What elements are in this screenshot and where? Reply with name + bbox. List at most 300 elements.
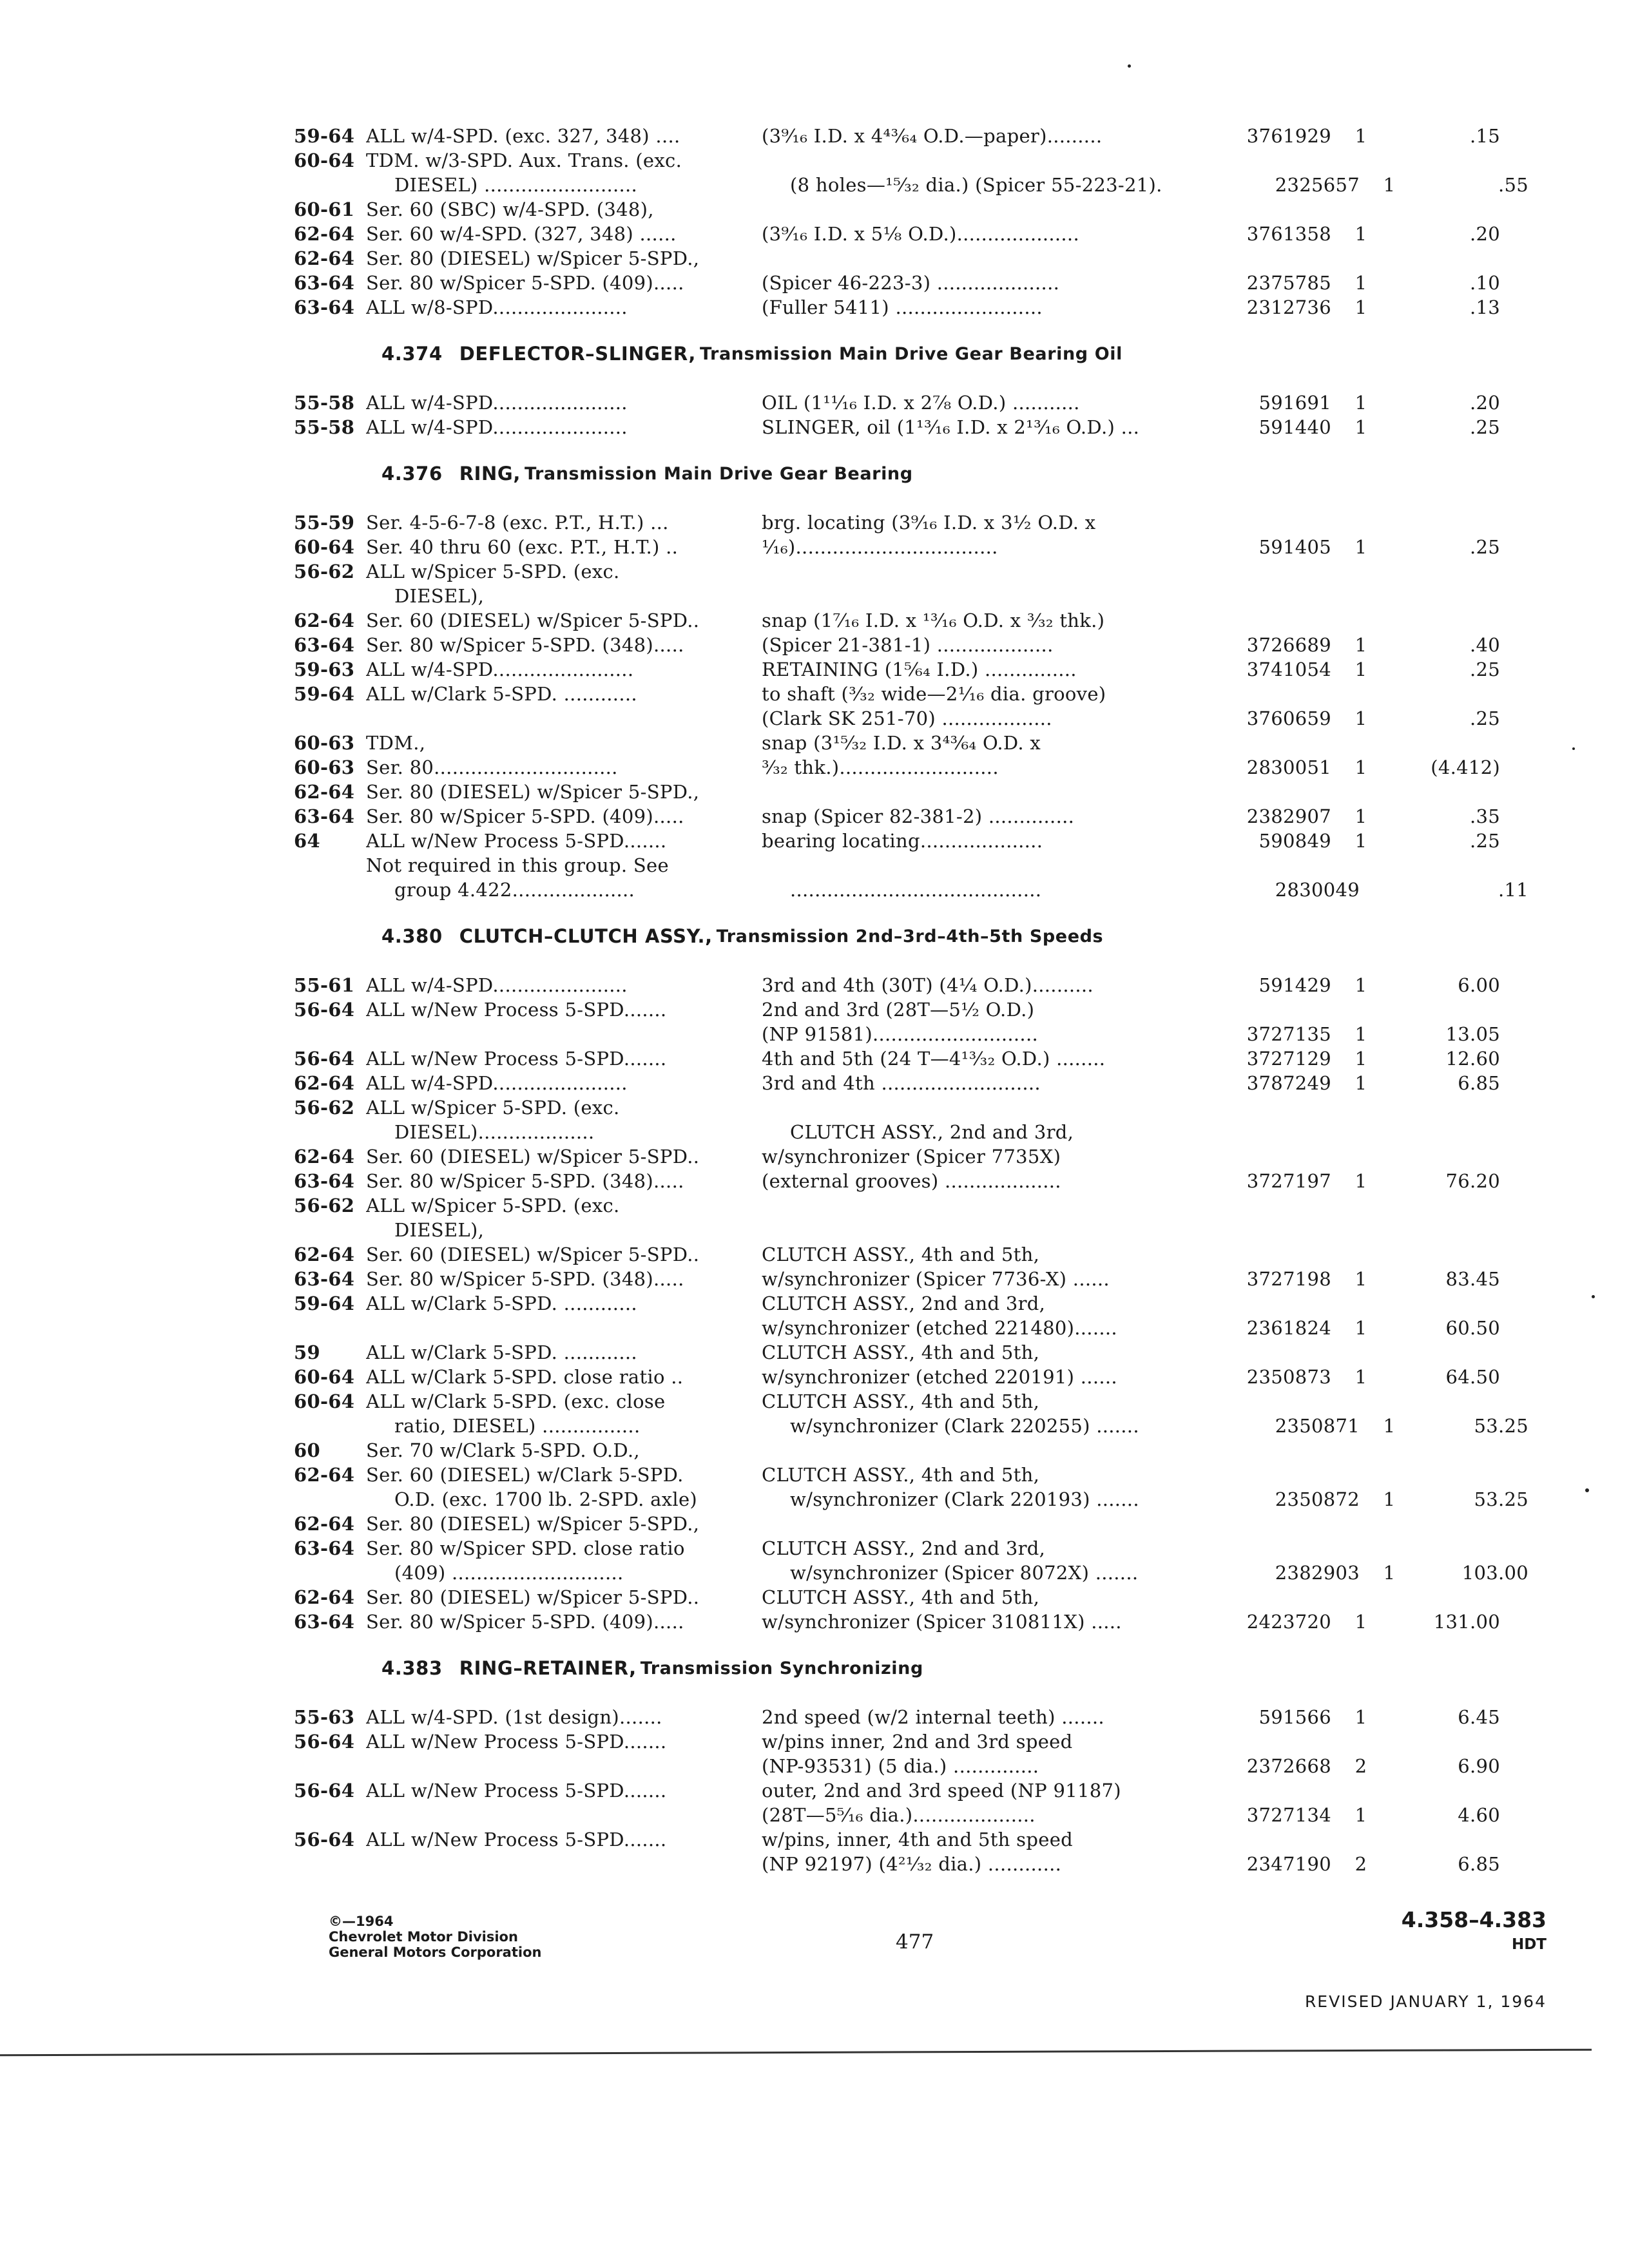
model-year: 59-64 bbox=[294, 683, 355, 705]
description: 2nd speed (w/2 internal teeth) ....... bbox=[762, 1706, 1104, 1728]
application: Ser. 80 w/Spicer 5-SPD. (348)..... bbox=[366, 634, 684, 656]
table-row bbox=[294, 1535, 1557, 1559]
description: CLUTCH ASSY., 4th and 5th, bbox=[762, 1244, 1040, 1265]
application: Ser. 80 (DIESEL) w/Spicer 5-SPD., bbox=[366, 1513, 700, 1535]
table-row bbox=[294, 1168, 1557, 1192]
table-row bbox=[294, 509, 1557, 533]
model-year: 63-64 bbox=[294, 1537, 355, 1559]
model-year: 60-61 bbox=[294, 198, 355, 220]
description: CLUTCH ASSY., 4th and 5th, bbox=[762, 1464, 1040, 1486]
description: w/pins inner, 2nd and 3rd speed bbox=[762, 1731, 1073, 1753]
part-number: 591691 bbox=[1258, 392, 1331, 414]
model-year: 62-64 bbox=[294, 1244, 355, 1265]
section-heading bbox=[294, 318, 1557, 389]
description: 4th and 5th (24 T—4¹³⁄₃₂ O.D.) ........ bbox=[762, 1048, 1106, 1070]
description: ......................................... bbox=[790, 879, 1042, 901]
model-year: 59 bbox=[294, 1341, 320, 1363]
part-number: 3760659 bbox=[1246, 707, 1331, 729]
corporation-name: General Motors Corporation bbox=[329, 1945, 542, 1960]
application: ALL w/Clark 5-SPD. ............ bbox=[366, 683, 637, 705]
description: (NP 91581)........................... bbox=[762, 1023, 1038, 1045]
part-number: 3761358 bbox=[1246, 223, 1331, 245]
price: .10 bbox=[1469, 272, 1500, 294]
description: w/pins, inner, 4th and 5th speed bbox=[762, 1829, 1074, 1850]
group-number: 4.376 bbox=[381, 463, 443, 485]
application: group 4.422.................... bbox=[394, 879, 635, 901]
application: (409) ............................ bbox=[394, 1562, 624, 1584]
model-year: 56-62 bbox=[294, 1195, 355, 1216]
price: 13.05 bbox=[1445, 1023, 1500, 1045]
description: snap (3¹⁵⁄₃₂ I.D. x 3⁴³⁄₆₄ O.D. x bbox=[762, 732, 1041, 754]
model-year: 63-64 bbox=[294, 1611, 355, 1633]
application: ALL w/4-SPD....................... bbox=[366, 658, 634, 680]
table-row bbox=[294, 1363, 1557, 1388]
description: (28T—5⁵⁄₁₆ dia.).................... bbox=[762, 1804, 1036, 1826]
table-row bbox=[294, 1314, 1557, 1339]
application: Ser. 80 (DIESEL) w/Spicer 5-SPD.. bbox=[366, 1586, 700, 1608]
model-year: 64 bbox=[294, 830, 320, 852]
price: .20 bbox=[1469, 223, 1500, 245]
table-row bbox=[294, 269, 1557, 294]
description: w/synchronizer (Spicer 7736-X) ...... bbox=[762, 1268, 1110, 1290]
description: (Clark SK 251-70) .................. bbox=[762, 707, 1052, 729]
group-subtitle: Transmission 2nd–3rd–4th–5th Speeds bbox=[716, 926, 1104, 947]
division-name: Chevrolet Motor Division bbox=[329, 1929, 518, 1945]
model-year: 56-64 bbox=[294, 1731, 355, 1753]
table-row bbox=[294, 876, 1557, 901]
application: Ser. 80 w/Spicer 5-SPD. (409)..... bbox=[366, 805, 684, 827]
table-row bbox=[294, 1216, 1557, 1241]
description: w/synchronizer (etched 221480)....... bbox=[762, 1317, 1117, 1339]
table-row bbox=[294, 1119, 1557, 1143]
application: ALL w/New Process 5-SPD....... bbox=[366, 830, 667, 852]
description: (Fuller 5411) ........................ bbox=[762, 296, 1043, 318]
description: CLUTCH ASSY., 2nd and 3rd, bbox=[762, 1537, 1046, 1559]
group-range-block bbox=[1402, 1907, 1547, 1953]
application: ALL w/New Process 5-SPD....... bbox=[366, 1829, 667, 1850]
description: brg. locating (3⁹⁄₁₆ I.D. x 3¹⁄₂ O.D. x bbox=[762, 512, 1096, 533]
table-row bbox=[294, 1486, 1557, 1510]
model-year: 56-64 bbox=[294, 1048, 355, 1070]
model-year: 59-63 bbox=[294, 658, 355, 680]
price: 53.25 bbox=[1474, 1415, 1528, 1437]
catalog-code: HDT bbox=[1511, 1936, 1547, 1953]
group-title: RING, bbox=[459, 463, 521, 485]
table-row bbox=[294, 1559, 1557, 1584]
price: 6.90 bbox=[1458, 1755, 1500, 1777]
description: (external grooves) ................... bbox=[762, 1170, 1061, 1192]
model-year: 62-64 bbox=[294, 1513, 355, 1535]
quantity: 2 bbox=[1354, 1755, 1367, 1777]
description: 3rd and 4th .......................... bbox=[762, 1072, 1041, 1094]
application: Ser. 80 w/Spicer 5-SPD. (409)..... bbox=[366, 1611, 684, 1633]
table-row bbox=[294, 852, 1557, 876]
application: DIESEL), bbox=[394, 1219, 485, 1241]
price: .11 bbox=[1498, 879, 1528, 901]
description: ¹⁄₁₆)................................. bbox=[762, 536, 998, 558]
description: to shaft (³⁄₃₂ wide—2¹⁄₁₆ dia. groove) bbox=[762, 683, 1106, 705]
description: snap (Spicer 82-381-2) .............. bbox=[762, 805, 1075, 827]
model-year: 62-64 bbox=[294, 610, 355, 631]
quantity: 1 bbox=[1354, 658, 1367, 680]
application: ALL w/4-SPD. (1st design)....... bbox=[366, 1706, 662, 1728]
description: CLUTCH ASSY., 4th and 5th, bbox=[762, 1341, 1040, 1363]
group-title: DEFLECTOR–SLINGER, bbox=[459, 343, 696, 365]
part-number: 3727197 bbox=[1246, 1170, 1331, 1192]
description: w/synchronizer (Spicer 7735X) bbox=[762, 1146, 1061, 1168]
price: .40 bbox=[1469, 634, 1500, 656]
application: O.D. (exc. 1700 lb. 2-SPD. axle) bbox=[394, 1488, 698, 1510]
table-row bbox=[294, 1070, 1557, 1094]
quantity: 1 bbox=[1354, 1706, 1367, 1728]
table-row bbox=[294, 827, 1557, 852]
table-row bbox=[294, 754, 1557, 778]
quantity: 1 bbox=[1354, 974, 1367, 996]
part-number: 2423720 bbox=[1246, 1611, 1331, 1633]
price: .55 bbox=[1498, 174, 1528, 196]
description: (3⁹⁄₁₆ I.D. x 5¹⁄₈ O.D.).................... bbox=[762, 223, 1079, 245]
table-row bbox=[294, 972, 1557, 996]
application: ALL w/Clark 5-SPD. (exc. close bbox=[366, 1390, 666, 1412]
model-year: 63-64 bbox=[294, 634, 355, 656]
publisher-credit bbox=[329, 1914, 541, 1960]
model-year: 56-64 bbox=[294, 1780, 355, 1802]
quantity: 1 bbox=[1383, 1415, 1396, 1437]
model-year: 63-64 bbox=[294, 1170, 355, 1192]
part-number: 591405 bbox=[1258, 536, 1331, 558]
table-row bbox=[294, 607, 1557, 631]
model-year: 60-64 bbox=[294, 536, 355, 558]
model-year: 63-64 bbox=[294, 805, 355, 827]
quantity: 1 bbox=[1354, 1023, 1367, 1045]
table-row bbox=[294, 582, 1557, 607]
application: Ser. 80.............................. bbox=[366, 756, 618, 778]
model-year: 62-64 bbox=[294, 1146, 355, 1168]
table-row bbox=[294, 1704, 1557, 1728]
application: TDM., bbox=[366, 732, 426, 754]
model-year: 60-64 bbox=[294, 149, 355, 171]
table-row bbox=[294, 1608, 1557, 1633]
model-year: 60-64 bbox=[294, 1390, 355, 1412]
application: ALL w/Clark 5-SPD. close ratio .. bbox=[366, 1366, 684, 1388]
application: ALL w/Clark 5-SPD. ............ bbox=[366, 1341, 637, 1363]
table-row bbox=[294, 1728, 1557, 1753]
description: CLUTCH ASSY., 4th and 5th, bbox=[762, 1390, 1040, 1412]
table-row bbox=[294, 1388, 1557, 1412]
quantity: 1 bbox=[1354, 223, 1367, 245]
table-row bbox=[294, 1510, 1557, 1535]
model-year: 62-64 bbox=[294, 1464, 355, 1486]
table-row bbox=[294, 1412, 1557, 1437]
table-row bbox=[294, 680, 1557, 705]
table-row bbox=[294, 1584, 1557, 1608]
quantity: 1 bbox=[1354, 416, 1367, 438]
model-year: 56-64 bbox=[294, 1829, 355, 1850]
model-year: 62-64 bbox=[294, 781, 355, 803]
group-number: 4.383 bbox=[381, 1657, 443, 1679]
quantity: 1 bbox=[1383, 1488, 1396, 1510]
group-title: CLUTCH–CLUTCH ASSY., bbox=[459, 925, 713, 947]
application: DIESEL)................... bbox=[394, 1121, 595, 1143]
table-row bbox=[294, 1021, 1557, 1045]
application: ALL w/Spicer 5-SPD. (exc. bbox=[366, 1097, 620, 1119]
part-number: 2312736 bbox=[1246, 296, 1331, 318]
application: ALL w/4-SPD...................... bbox=[366, 974, 628, 996]
application: Ser. 60 w/4-SPD. (327, 348) ...... bbox=[366, 223, 677, 245]
model-year: 63-64 bbox=[294, 272, 355, 294]
part-number: 590849 bbox=[1258, 830, 1331, 852]
part-number: 2372668 bbox=[1246, 1755, 1331, 1777]
price: 83.45 bbox=[1445, 1268, 1500, 1290]
table-row bbox=[294, 245, 1557, 269]
description: w/synchronizer (Spicer 8072X) ....... bbox=[790, 1562, 1139, 1584]
application: Ser. 80 w/Spicer 5-SPD. (348)..... bbox=[366, 1170, 684, 1192]
price: 6.00 bbox=[1458, 974, 1500, 996]
part-number: 2347190 bbox=[1246, 1853, 1331, 1875]
model-year: 55-61 bbox=[294, 974, 355, 996]
model-year: 63-64 bbox=[294, 296, 355, 318]
application: ALL w/4-SPD...................... bbox=[366, 392, 628, 414]
application: ALL w/Clark 5-SPD. ............ bbox=[366, 1293, 637, 1314]
quantity: 1 bbox=[1354, 536, 1367, 558]
part-number: 2350872 bbox=[1275, 1488, 1360, 1510]
page-number: 477 bbox=[896, 1930, 934, 1954]
quantity: 1 bbox=[1354, 1804, 1367, 1826]
application: Ser. 60 (DIESEL) w/Spicer 5-SPD.. bbox=[366, 1146, 700, 1168]
description: 2nd and 3rd (28T—5¹⁄₂ O.D.) bbox=[762, 999, 1035, 1021]
table-row bbox=[294, 1094, 1557, 1119]
application: ratio, DIESEL) ................ bbox=[394, 1415, 641, 1437]
price: .15 bbox=[1469, 125, 1500, 147]
price: .20 bbox=[1469, 392, 1500, 414]
part-number: 2830051 bbox=[1246, 756, 1331, 778]
part-number: 3726689 bbox=[1246, 634, 1331, 656]
group-subtitle: Transmission Main Drive Gear Bearing Oil bbox=[700, 343, 1123, 364]
scan-speck bbox=[1585, 1488, 1589, 1492]
section-heading bbox=[294, 1633, 1557, 1704]
table-row bbox=[294, 656, 1557, 680]
application: TDM. w/3-SPD. Aux. Trans. (exc. bbox=[366, 149, 682, 171]
quantity: 1 bbox=[1354, 1268, 1367, 1290]
application: Ser. 40 thru 60 (exc. P.T., H.T.) .. bbox=[366, 536, 679, 558]
description: CLUTCH ASSY., 4th and 5th, bbox=[762, 1586, 1040, 1608]
description: w/synchronizer (etched 220191) ...... bbox=[762, 1366, 1117, 1388]
price: .35 bbox=[1469, 805, 1500, 827]
application: Ser. 4-5-6-7-8 (exc. P.T., H.T.) ... bbox=[366, 512, 669, 533]
bottom-rule bbox=[0, 2049, 1592, 2057]
model-year: 60-64 bbox=[294, 1366, 355, 1388]
model-year: 56-64 bbox=[294, 999, 355, 1021]
model-year: 56-62 bbox=[294, 561, 355, 582]
copyright-line: ©—1964 bbox=[329, 1914, 394, 1929]
description: outer, 2nd and 3rd speed (NP 91187) bbox=[762, 1780, 1121, 1802]
quantity: 1 bbox=[1354, 1072, 1367, 1094]
model-year: 62-64 bbox=[294, 1072, 355, 1094]
description: 3rd and 4th (30T) (4¹⁄₄ O.D.).......... bbox=[762, 974, 1094, 996]
price: 76.20 bbox=[1445, 1170, 1500, 1192]
table-row bbox=[294, 1290, 1557, 1314]
quantity: 1 bbox=[1354, 1317, 1367, 1339]
quantity: 1 bbox=[1354, 125, 1367, 147]
price: .25 bbox=[1469, 536, 1500, 558]
table-row bbox=[294, 389, 1557, 414]
revision-date: REVISED JANUARY 1, 1964 bbox=[1304, 1992, 1547, 2011]
quantity: 1 bbox=[1354, 830, 1367, 852]
table-row bbox=[294, 294, 1557, 318]
table-row bbox=[294, 803, 1557, 827]
model-year: 60 bbox=[294, 1439, 320, 1461]
quantity: 1 bbox=[1354, 1048, 1367, 1070]
price: 131.00 bbox=[1433, 1611, 1500, 1633]
quantity: 1 bbox=[1383, 1562, 1396, 1584]
description: ³⁄₃₂ thk.).......................... bbox=[762, 756, 999, 778]
table-row bbox=[294, 1437, 1557, 1461]
price: 6.85 bbox=[1458, 1072, 1500, 1094]
quantity: 1 bbox=[1354, 805, 1367, 827]
price: 4.60 bbox=[1458, 1804, 1500, 1826]
table-row bbox=[294, 705, 1557, 729]
part-number: 3727135 bbox=[1246, 1023, 1331, 1045]
application: ALL w/New Process 5-SPD....... bbox=[366, 1780, 667, 1802]
part-number: 591440 bbox=[1258, 416, 1331, 438]
application: Ser. 70 w/Clark 5-SPD. O.D., bbox=[366, 1439, 640, 1461]
part-number: 2350873 bbox=[1246, 1366, 1331, 1388]
model-year: 60-63 bbox=[294, 756, 355, 778]
table-row bbox=[294, 1461, 1557, 1486]
quantity: 1 bbox=[1354, 707, 1367, 729]
group-title: RING–RETAINER, bbox=[459, 1657, 637, 1679]
description: OIL (1¹¹⁄₁₆ I.D. x 2⁷⁄₈ O.D.) ........... bbox=[762, 392, 1080, 414]
model-year: 55-58 bbox=[294, 392, 355, 414]
model-year: 59-64 bbox=[294, 1293, 355, 1314]
model-year: 59-64 bbox=[294, 125, 355, 147]
application: ALL w/Spicer 5-SPD. (exc. bbox=[366, 561, 620, 582]
table-row bbox=[294, 1192, 1557, 1216]
price: .13 bbox=[1469, 296, 1500, 318]
quantity: 1 bbox=[1383, 174, 1396, 196]
quantity: 1 bbox=[1354, 634, 1367, 656]
table-row bbox=[294, 1826, 1557, 1850]
part-number: 591429 bbox=[1258, 974, 1331, 996]
part-number: 2325657 bbox=[1275, 174, 1360, 196]
part-number: 2375785 bbox=[1246, 272, 1331, 294]
quantity: 1 bbox=[1354, 1366, 1367, 1388]
group-range: 4.358–4.383 bbox=[1401, 1907, 1547, 1932]
application: Ser. 60 (DIESEL) w/Spicer 5-SPD.. bbox=[366, 1244, 700, 1265]
price: 64.50 bbox=[1445, 1366, 1500, 1388]
application: ALL w/New Process 5-SPD....... bbox=[366, 1731, 667, 1753]
description: (NP 92197) (4²¹⁄₃₂ dia.) ............ bbox=[762, 1853, 1062, 1875]
table-row bbox=[294, 147, 1557, 171]
price: .25 bbox=[1469, 658, 1500, 680]
description: (8 holes—¹⁵⁄₃₂ dia.) (Spicer 55-223-21). bbox=[790, 174, 1162, 196]
description: bearing locating.................... bbox=[762, 830, 1043, 852]
table-row bbox=[294, 1802, 1557, 1826]
part-number: 591566 bbox=[1258, 1706, 1331, 1728]
application: ALL w/New Process 5-SPD....... bbox=[366, 1048, 667, 1070]
description: snap (1⁷⁄₁₆ I.D. x ¹³⁄₁₆ O.D. x ³⁄₃₂ thk.) bbox=[762, 610, 1105, 631]
group-subtitle: Transmission Main Drive Gear Bearing bbox=[524, 463, 913, 484]
price: 103.00 bbox=[1461, 1562, 1528, 1584]
table-row bbox=[294, 1265, 1557, 1290]
description: (Spicer 21-381-1) ................... bbox=[762, 634, 1054, 656]
price: 6.85 bbox=[1458, 1853, 1500, 1875]
application: Ser. 60 (DIESEL) w/Clark 5-SPD. bbox=[366, 1464, 684, 1486]
table-row bbox=[294, 996, 1557, 1021]
group-subtitle: Transmission Synchronizing bbox=[640, 1658, 923, 1678]
description: w/synchronizer (Spicer 310811X) ..... bbox=[762, 1611, 1122, 1633]
application: Ser. 80 w/Spicer 5-SPD. (409)..... bbox=[366, 272, 684, 294]
model-year: 63-64 bbox=[294, 1268, 355, 1290]
table-row bbox=[294, 220, 1557, 245]
quantity: 1 bbox=[1354, 296, 1367, 318]
description: w/synchronizer (Clark 220193) ....... bbox=[790, 1488, 1139, 1510]
table-row bbox=[294, 171, 1557, 196]
quantity: 1 bbox=[1354, 272, 1367, 294]
application: ALL w/4-SPD...................... bbox=[366, 416, 628, 438]
part-number: 3727129 bbox=[1246, 1048, 1331, 1070]
part-number: 2350871 bbox=[1275, 1415, 1360, 1437]
model-year: 60-63 bbox=[294, 732, 355, 754]
part-number: 2361824 bbox=[1246, 1317, 1331, 1339]
table-row bbox=[294, 1777, 1557, 1802]
price: 53.25 bbox=[1474, 1488, 1528, 1510]
price: (4.412) bbox=[1431, 756, 1500, 778]
table-row bbox=[294, 196, 1557, 220]
group-number: 4.374 bbox=[381, 343, 443, 365]
quantity: 2 bbox=[1354, 1853, 1367, 1875]
quantity: 1 bbox=[1354, 1611, 1367, 1633]
part-number: 2830049 bbox=[1275, 879, 1360, 901]
part-number: 3727198 bbox=[1246, 1268, 1331, 1290]
model-year: 62-64 bbox=[294, 1586, 355, 1608]
table-row bbox=[294, 414, 1557, 438]
price: 60.50 bbox=[1445, 1317, 1500, 1339]
table-row bbox=[294, 558, 1557, 582]
table-row bbox=[294, 1143, 1557, 1168]
description: (3⁹⁄₁₆ I.D. x 4⁴³⁄₆₄ O.D.—paper)......... bbox=[762, 125, 1103, 147]
group-number: 4.380 bbox=[381, 925, 443, 947]
application: ALL w/Spicer 5-SPD. (exc. bbox=[366, 1195, 620, 1216]
table-row bbox=[294, 1045, 1557, 1070]
table-row bbox=[294, 122, 1557, 147]
table-row bbox=[294, 631, 1557, 656]
application: ALL w/8-SPD...................... bbox=[366, 296, 628, 318]
description: RETAINING (1⁵⁄₆₄ I.D.) ............... bbox=[762, 658, 1077, 680]
model-year: 56-62 bbox=[294, 1097, 355, 1119]
part-number: 3741054 bbox=[1246, 658, 1331, 680]
description: (Spicer 46-223-3) .................... bbox=[762, 272, 1060, 294]
model-year: 55-63 bbox=[294, 1706, 355, 1728]
table-row bbox=[294, 1241, 1557, 1265]
part-number: 2382907 bbox=[1246, 805, 1331, 827]
section-heading bbox=[294, 901, 1557, 972]
part-number: 3761929 bbox=[1246, 125, 1331, 147]
section-heading bbox=[294, 438, 1557, 509]
application: ALL w/4-SPD...................... bbox=[366, 1072, 628, 1094]
application: ALL w/4-SPD. (exc. 327, 348) .... bbox=[366, 125, 680, 147]
description: CLUTCH ASSY., 2nd and 3rd, bbox=[762, 1293, 1046, 1314]
application: Not required in this group. See bbox=[366, 854, 669, 876]
table-row bbox=[294, 1753, 1557, 1777]
scan-speck bbox=[1128, 64, 1131, 68]
description: w/synchronizer (Clark 220255) ....... bbox=[790, 1415, 1139, 1437]
model-year: 62-64 bbox=[294, 223, 355, 245]
table-row bbox=[294, 533, 1557, 558]
application: Ser. 60 (SBC) w/4-SPD. (348), bbox=[366, 198, 654, 220]
quantity: 1 bbox=[1354, 392, 1367, 414]
description: SLINGER, oil (1¹³⁄₁₆ I.D. x 2¹³⁄₁₆ O.D.) ... bbox=[762, 416, 1140, 438]
